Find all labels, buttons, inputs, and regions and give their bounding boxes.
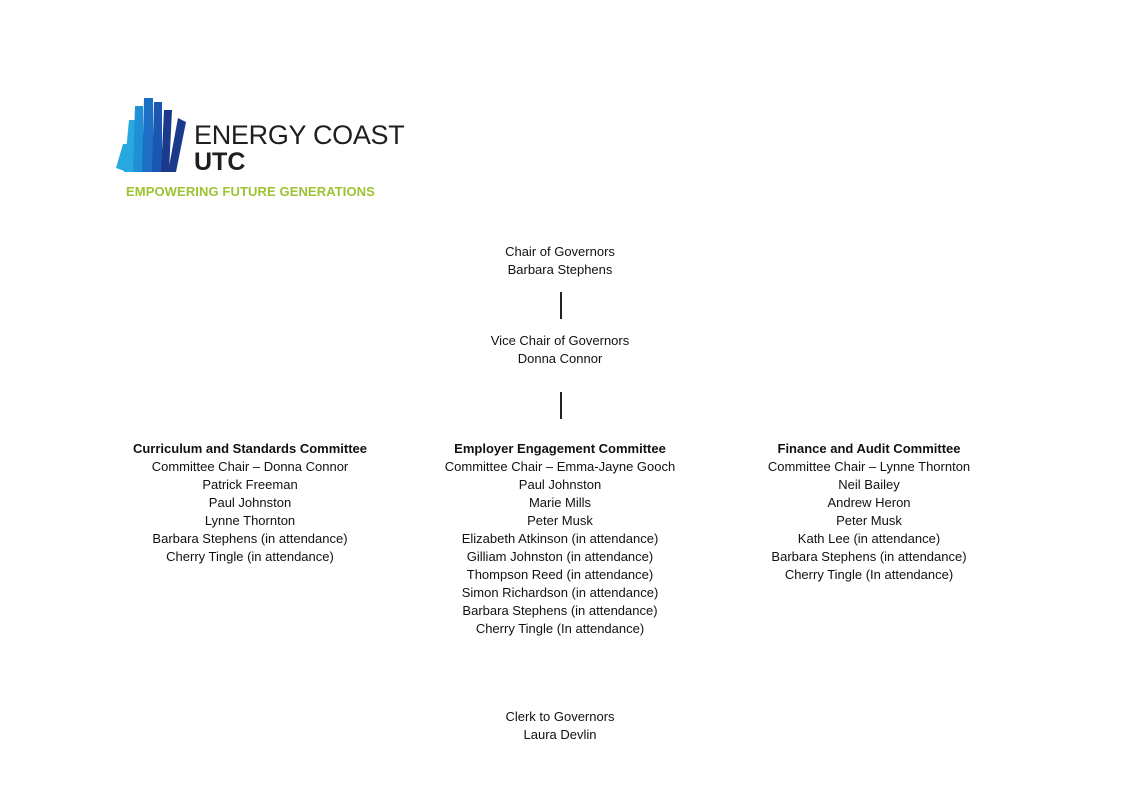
committee-member: Peter Musk xyxy=(527,513,593,528)
committee-member: Paul Johnston xyxy=(208,495,292,510)
committee-member: Barbara Stephens (in attendance) xyxy=(771,549,967,564)
logo-bars-icon xyxy=(116,98,188,174)
committee-title: Employer Engagement Committee xyxy=(454,441,666,456)
chair-name: Barbara Stephens xyxy=(507,262,613,277)
logo-line-2: UTC xyxy=(194,148,246,176)
committee-member: Elizabeth Atkinson (in attendance) xyxy=(461,531,659,546)
committee-finance-audit xyxy=(739,440,999,584)
connector-chair-vice xyxy=(560,292,562,319)
logo-tagline: EMPOWERING FUTURE GENERATIONS xyxy=(126,184,375,199)
committee-member: Andrew Heron xyxy=(827,495,911,510)
committee-member: Committee Chair – Lynne Thornton xyxy=(767,459,971,474)
committee-member: Committee Chair – Donna Connor xyxy=(151,459,349,474)
committee-member: Barbara Stephens (in attendance) xyxy=(462,603,658,618)
committee-title: Finance and Audit Committee xyxy=(777,441,961,456)
logo-bar-3 xyxy=(133,106,143,172)
chair-node xyxy=(460,243,660,279)
logo-bar-4 xyxy=(142,98,153,172)
clerk-node xyxy=(460,708,660,744)
vice-chair-node xyxy=(460,332,660,368)
committee-member: Committee Chair – Emma-Jayne Gooch xyxy=(444,459,676,474)
committee-member: Gilliam Johnston (in attendance) xyxy=(466,549,654,564)
committee-member: Cherry Tingle (In attendance) xyxy=(784,567,954,582)
committee-member: Peter Musk xyxy=(836,513,902,528)
committee-title: Curriculum and Standards Committee xyxy=(132,441,368,456)
committee-member: Marie Mills xyxy=(528,495,592,510)
committee-member: Kath Lee (in attendance) xyxy=(797,531,941,546)
chair-role: Chair of Governors xyxy=(505,244,615,259)
energy-coast-utc-logo xyxy=(116,98,405,203)
connector-vice-committees xyxy=(560,392,562,419)
committee-member: Lynne Thornton xyxy=(204,513,296,528)
committee-member: Cherry Tingle (In attendance) xyxy=(475,621,645,636)
logo-line-1: ENERGY COAST xyxy=(194,120,405,150)
committee-member: Paul Johnston xyxy=(518,477,602,492)
clerk-role: Clerk to Governors xyxy=(505,709,615,724)
committee-member: Simon Richardson (in attendance) xyxy=(461,585,659,600)
committee-member: Cherry Tingle (in attendance) xyxy=(166,549,334,564)
vice-chair-role: Vice Chair of Governors xyxy=(490,333,630,348)
vice-chair-name: Donna Connor xyxy=(517,351,603,366)
committee-member: Neil Bailey xyxy=(838,477,900,492)
committee-curriculum xyxy=(120,440,380,566)
committee-employer-engagement xyxy=(420,440,700,638)
committee-member: Thompson Reed (in attendance) xyxy=(466,567,654,582)
clerk-name: Laura Devlin xyxy=(523,727,597,742)
committee-member: Barbara Stephens (in attendance) xyxy=(152,531,348,546)
committee-member: Patrick Freeman xyxy=(202,477,298,492)
logo-bar-5 xyxy=(152,102,162,172)
